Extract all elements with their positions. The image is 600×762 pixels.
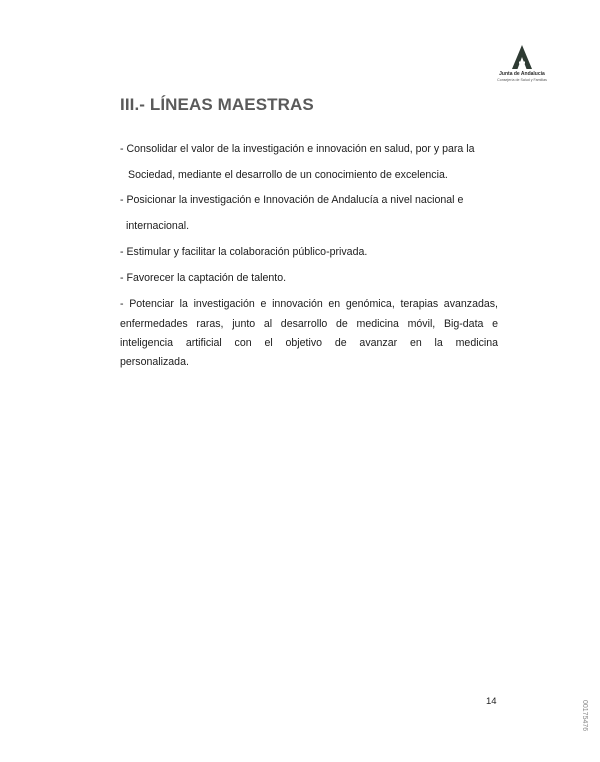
paragraph-2-line-1: - Posicionar la investigación e Innovación de Andalucía a nivel nacional e <box>120 194 464 206</box>
logo-title: Junta de Andalucía <box>499 71 545 77</box>
paragraph-5-line-2: enfermedades raras, junto al desarrollo de medicina móvil, Big-data e <box>120 318 498 330</box>
logo-subtitle: Consejería de Salud y Familias <box>497 78 547 82</box>
page-number: 14 <box>486 696 497 707</box>
paragraph-3-line-1: - Estimular y facilitar la colaboración público-privada. <box>120 246 368 258</box>
paragraph-5-line-3: inteligencia artificial con el objetivo de avanzar en la medicina <box>120 337 498 349</box>
junta-de-andalucia-logo <box>490 44 554 83</box>
paragraph-5-line-1: - Potenciar la investigación e innovación en genómica, terapias avanzadas, <box>120 298 498 310</box>
paragraph-5-line-4: personalizada. <box>120 356 189 368</box>
paragraph-2-line-2: internacional. <box>126 220 190 232</box>
paragraph-1-line-1: - Consolidar el valor de la investigación e innovación en salud, por y para la <box>120 143 475 155</box>
paragraph-4-line-1: - Favorecer la captación de talento. <box>120 272 287 284</box>
section-heading: III.- LÍNEAS MAESTRAS <box>120 95 314 114</box>
paragraph-1-line-2: Sociedad, mediante el desarrollo de un conocimiento de excelencia. <box>128 169 448 181</box>
andalucia-a-icon <box>510 44 534 70</box>
document-side-code: 00175476 <box>581 700 588 732</box>
